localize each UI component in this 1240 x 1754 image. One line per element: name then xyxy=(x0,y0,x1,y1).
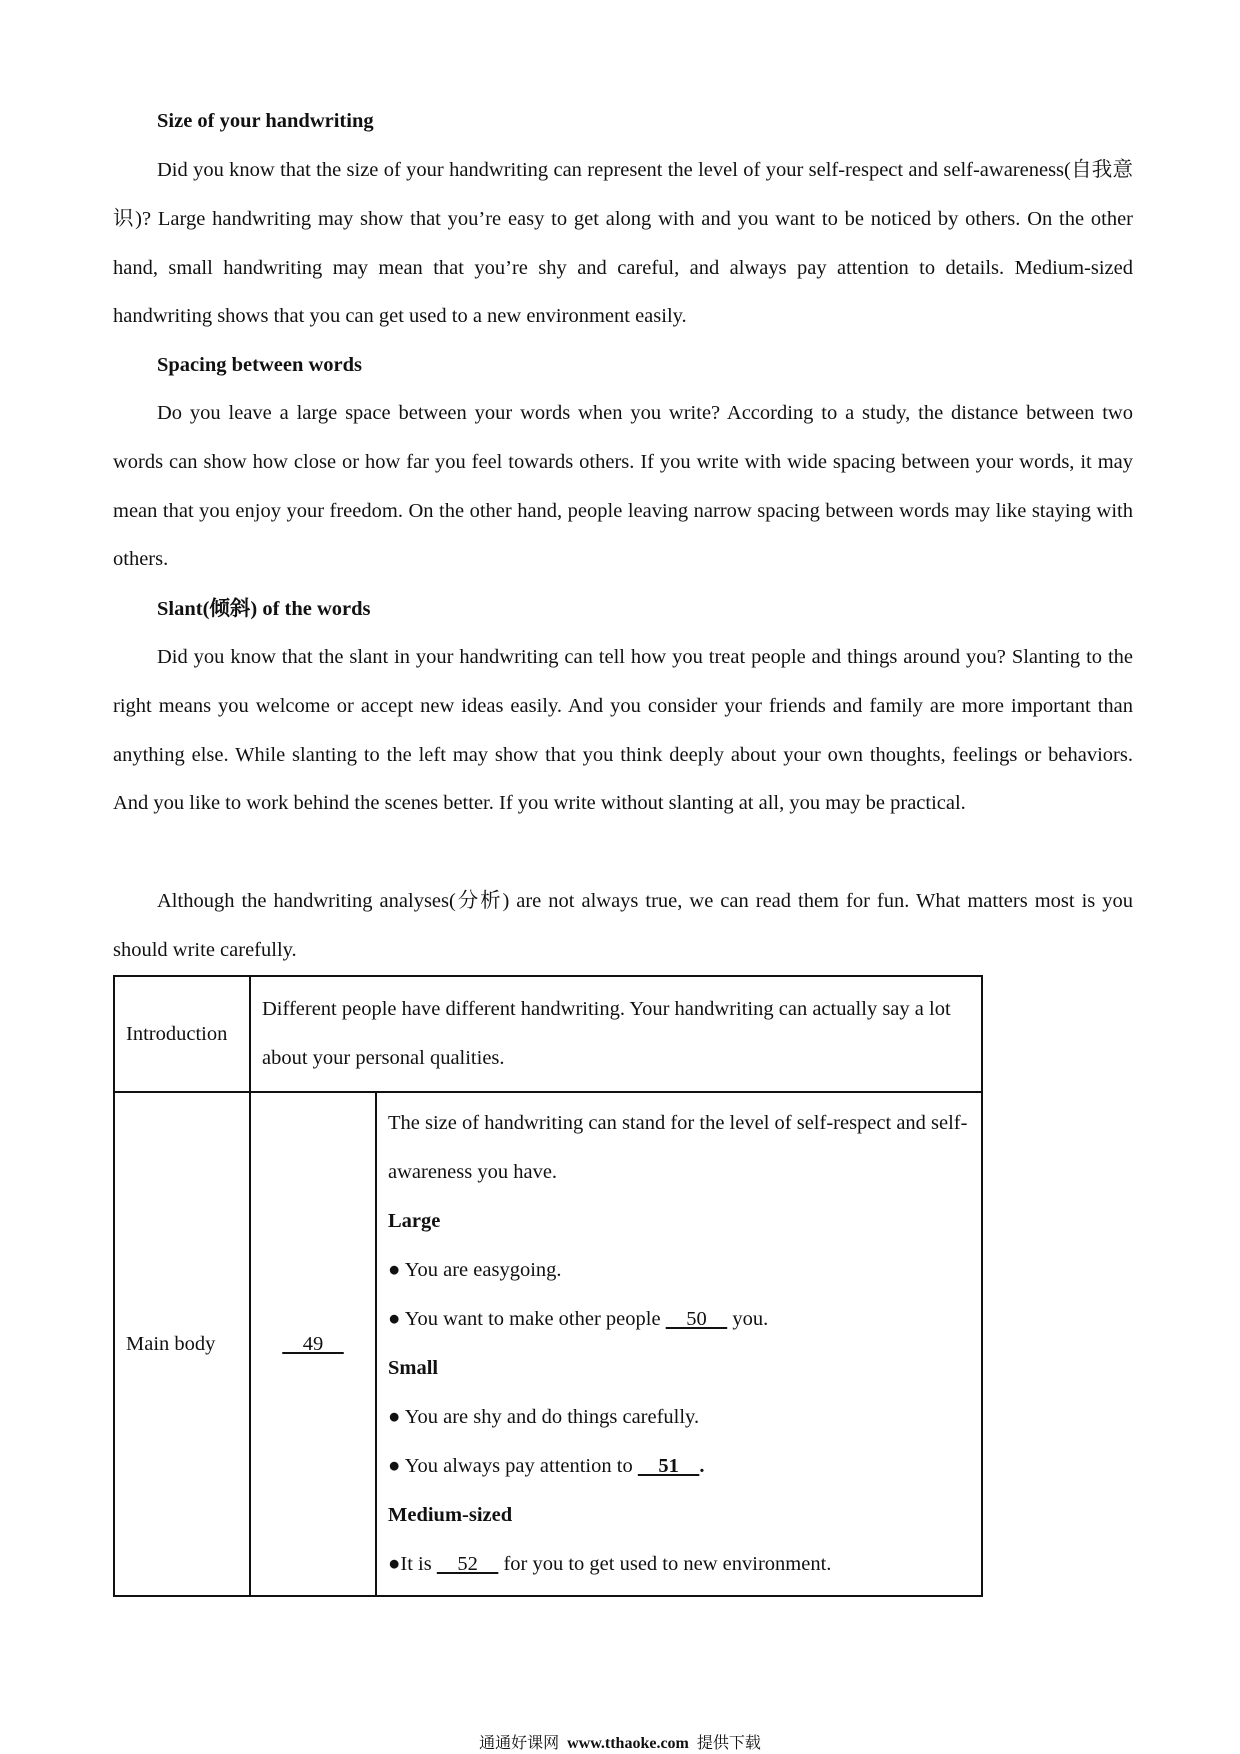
footer-download: 提供下载 xyxy=(696,1735,761,1752)
table-row-main-body xyxy=(114,1092,982,1596)
small-item-attention xyxy=(388,1442,970,1491)
blank-49[interactable]: 49 xyxy=(282,1332,344,1355)
summary-table xyxy=(113,975,983,1597)
blank-50[interactable]: 50 xyxy=(665,1308,728,1330)
section-heading-spacing: Spacing between words xyxy=(157,354,363,376)
table-row-introduction xyxy=(114,976,982,1092)
large-item2-text: ● You want to make other people xyxy=(388,1308,666,1330)
details-cell xyxy=(376,1092,982,1596)
medium-item-end: for you to get used to new environment. xyxy=(498,1553,832,1575)
conclusion-paragraph: Although the handwriting analyses(分析) are not always true, we can read them for fun. What matters most is you should write carefully. xyxy=(113,890,1133,961)
blank-52[interactable]: 52 xyxy=(436,1553,499,1575)
small-item2-text: ● You always pay attention to xyxy=(388,1455,638,1477)
small-heading: Small xyxy=(388,1357,439,1379)
footer-url[interactable]: www.tthaoke.com xyxy=(567,1735,689,1752)
section-text-slant: Did you know that the slant in your handwriting can tell how you treat people and things around you? Slanting to the right means you welcome or accept new ideas easily. And you consider your friends and family are more important than anything else. While slanting to the left may show that you think deeply about your own thoughts, feelings or behaviors. And you like to work behind the scenes better. If you write without slanting at all, you may be practical. xyxy=(113,646,1133,815)
large-item-noticed xyxy=(388,1295,970,1344)
section-text-spacing: Do you leave a large space between your words when you write? According to a study, the distance between two words can show how close or how far you feel towards others. If you write with wide spacing between your words, it may mean that you enjoy your freedom. On the other hand, people leaving narrow spacing between words may like staying with others. xyxy=(113,402,1133,571)
blank-49-cell xyxy=(250,1092,376,1596)
section-heading-size: Size of your handwriting xyxy=(157,110,374,132)
medium-heading: Medium-sized xyxy=(388,1504,513,1526)
intro-label-cell: Introduction xyxy=(114,976,250,1092)
small-item-shy: ● You are shy and do things carefully. xyxy=(388,1406,700,1428)
large-item2-end: you. xyxy=(727,1308,769,1330)
large-item-easygoing: ● You are easygoing. xyxy=(388,1259,562,1281)
footer-site-name: 通通好课网 xyxy=(479,1735,560,1752)
intro-text-cell: Different people have different handwriting. Your handwriting can actually say a lot about your personal qualities. xyxy=(250,976,982,1092)
small-item2-end: . xyxy=(699,1455,705,1477)
section-heading-slant: Slant(倾斜) of the words xyxy=(157,598,371,620)
medium-item xyxy=(388,1540,970,1589)
main-body-label-cell: Main body xyxy=(114,1092,250,1596)
large-heading: Large xyxy=(388,1210,441,1232)
medium-item-text: ●It is xyxy=(388,1553,437,1575)
page-footer xyxy=(0,1730,1240,1753)
blank-51[interactable]: 51 xyxy=(637,1455,700,1477)
section-text-size: Did you know that the size of your handwriting can represent the level of your self-respect and self-awareness(自我意识)? Large handwriting may show that you’re easy to get along with and you want to be noticed by others. On the other hand, small handwriting may mean that you’re shy and careful, and always pay attention to details. Medium-sized handwriting shows that you can get used to a new environment easily. xyxy=(113,159,1133,328)
size-description: The size of handwriting can stand for the level of self-respect and self-awareness you have. xyxy=(388,1112,968,1183)
